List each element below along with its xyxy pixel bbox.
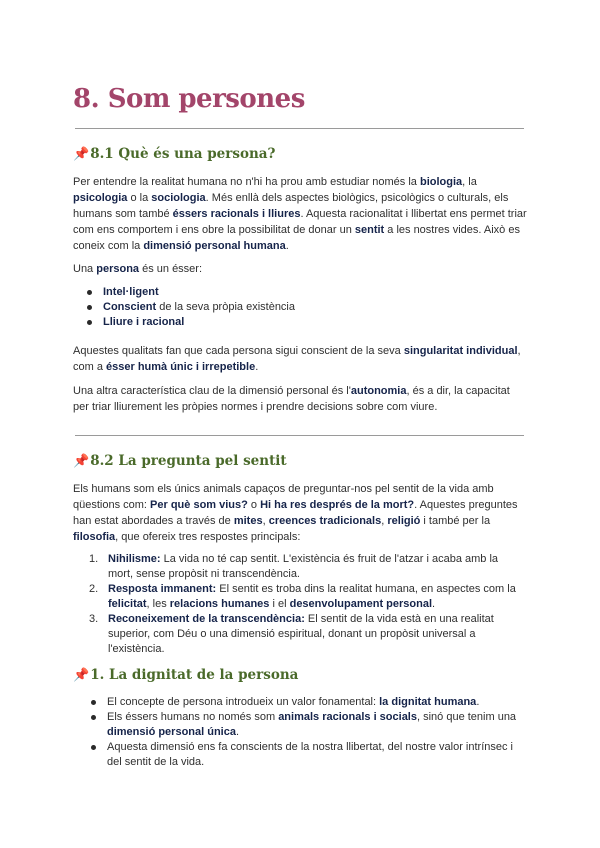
bold-term: la dignitat humana — [379, 696, 477, 708]
pushpin-icon: 📌 — [73, 454, 90, 469]
bold-term: ésser humà únic i irrepetible — [106, 361, 256, 373]
divider — [75, 435, 524, 436]
bold-term: Intel·ligent — [103, 286, 159, 298]
bold-term: Resposta immanent: — [108, 583, 217, 595]
list-item — [85, 315, 525, 330]
list-number: 1. — [89, 553, 99, 565]
bold-term: Reconeixement de la transcendència: — [108, 613, 305, 625]
paragraph: Aquestes qualitats fan que cada persona sigui conscient de la seva singularitat individual, com a ésser humà únic i irrepetible. — [73, 345, 521, 373]
list-item: El concepte de persona introdueix un valor fonamental: la dignitat humana. — [89, 695, 529, 710]
bold-term: religió — [387, 515, 421, 527]
section-heading-1-text: 8.1 Què és una persona? — [90, 146, 276, 162]
bold-term: creences tradicionals — [268, 515, 382, 527]
bold-term: filosofia — [73, 531, 116, 543]
pushpin-icon: 📌 — [73, 147, 90, 162]
bold-term: Nihilisme: — [108, 553, 161, 565]
bold-term: felicitat — [108, 598, 147, 610]
bold-term: mites — [233, 515, 263, 527]
bold-term: éssers racionals i lliures — [172, 208, 301, 220]
list-number: 3. — [89, 613, 99, 625]
bold-term: sentit — [354, 224, 385, 236]
bold-term: Conscient — [103, 301, 157, 313]
bullet-list — [89, 695, 529, 770]
pushpin-icon: 📌 — [73, 668, 90, 683]
section-heading-3-text: 1. La dignitat de la persona — [90, 667, 299, 683]
bold-term: autonomia — [350, 385, 407, 397]
list-item: Aquesta dimensió ens fa conscients de la nostra llibertat, del nostre valor intrínsec i del sentit de la vida. — [89, 740, 529, 770]
section-heading-2 — [73, 453, 287, 469]
paragraph: Una altra característica clau de la dimensió personal és l'autonomia, és a dir, la capacitat per triar lliurement les pròpies normes i prendre decisions sobre com viure. — [73, 385, 510, 413]
bold-term: persona — [96, 263, 140, 275]
paragraph: Per entendre la realitat humana no n'hi ha prou amb estudiar només la biologia, la psicologia o la sociologia. Més enllà dels aspectes biològics, psicològics o culturals, els humans som també éssers racionals i lliures. Aquesta racionalitat i llibertat ens permet triar com ens comportem i ens obre la possibilitat de donar un sentit a les nostres vides. Això es coneix com la dimensió personal humana. — [73, 176, 527, 252]
section-heading-1 — [73, 146, 275, 162]
bold-term: psicologia — [73, 192, 128, 204]
section-heading-3 — [73, 667, 298, 683]
page-title: 8. Som persones — [73, 84, 305, 114]
bold-term: Hi ha res després de la mort? — [260, 499, 415, 511]
numbered-list — [89, 552, 525, 657]
bold-term: biologia — [419, 176, 463, 188]
bold-term: desenvolupament personal — [289, 598, 433, 610]
paragraph: Una persona és un ésser: — [73, 263, 203, 275]
list-item: Els éssers humans no només som animals racionals i socials, sinó que tenim una dimensió personal única. — [89, 710, 529, 740]
bold-term: sociologia — [151, 192, 206, 204]
bold-term: dimensió personal única — [107, 726, 236, 738]
bold-term: animals racionals i socials — [278, 711, 417, 723]
section-heading-2-text: 8.2 La pregunta pel sentit — [90, 453, 287, 469]
list-item: Conscient de la seva pròpia existència — [85, 300, 525, 315]
bold-term: Lliure i racional — [103, 316, 185, 328]
list-number: 2. — [89, 583, 99, 595]
list-item — [85, 285, 525, 300]
paragraph: Els humans som els únics animals capaços de preguntar-nos pel sentit de la vida amb qüestions com: Per què som vius? o Hi ha res després de la mort?. Aquestes preguntes han estat abordades a través de mites, creences tradicionals, religió i també per la filosofia, que ofereix tres respostes principals: — [73, 483, 518, 543]
list-item: 2. Resposta immanent: El sentit es troba dins la realitat humana, en aspectes com la felicitat, les relacions humanes i el desenvolupament personal. — [89, 583, 516, 610]
bold-term: dimensió personal humana — [143, 240, 286, 252]
bold-term: singularitat individual — [403, 345, 518, 357]
bold-term: relacions humanes — [169, 598, 270, 610]
list-item: 3. Reconeixement de la transcendència: El sentit de la vida està en una realitat superior, com Déu o una dimensió espiritual, donant un propòsit universal a l'existència. — [89, 613, 494, 655]
list-item: 1. Nihilisme: La vida no té cap sentit. L'existència és fruit de l'atzar i acaba amb la mort, sense propòsit ni transcendència. — [89, 553, 499, 580]
divider — [75, 128, 524, 129]
bold-term: Per què som vius? — [150, 499, 248, 511]
bullet-list — [85, 285, 525, 330]
